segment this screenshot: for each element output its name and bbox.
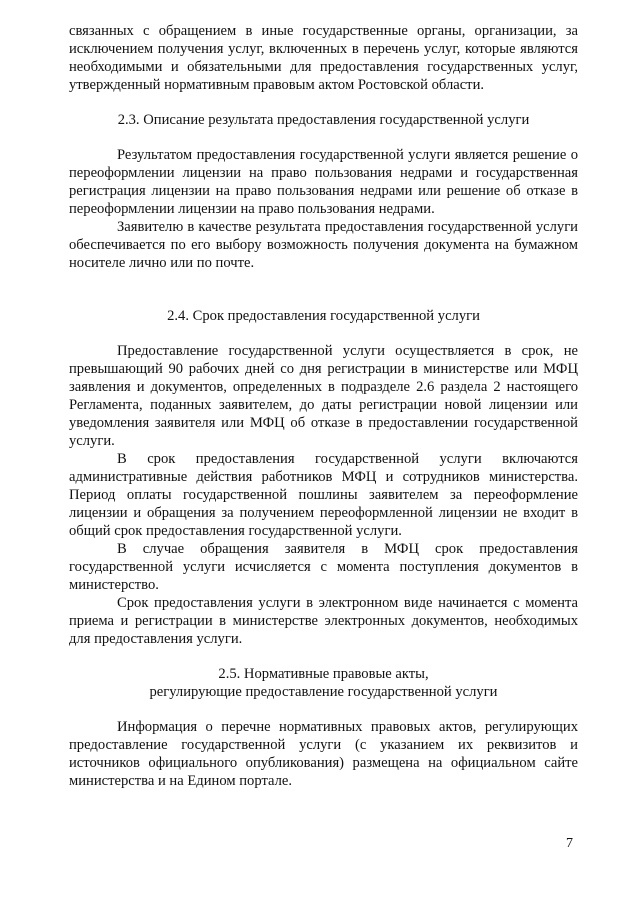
section-2-4-paragraph-2: В срок предоставления государственной услуги включаются административные действия работников МФЦ и сотрудников министерства. Период оплаты государственной пошлины заявителем за переоформление лицензии и обращения за получением переоформленной лицензии не входит в общий срок предоставления государственной услуги. [69,451,578,539]
document-page [69,22,578,790]
section-2-5-paragraph-1: Информация о перечне нормативных правовых актов, регулирующих предоставление государственной услуги (с указанием их реквизитов и источников официального опубликования) размещена на официальном сайте министерства и на Едином портале. [69,719,578,789]
intro-paragraph: связанных с обращением в иные государственные органы, организации, за исключением получения услуг, включенных в перечень услуг, которые являются необходимыми и обязательными для предоставления государственных услуг, утвержденный нормативным правовым актом Ростовской области. [69,23,578,93]
section-2-4-paragraph-4: Срок предоставления услуги в электронном виде начинается с момента приема и регистрации в министерстве электронных документов, необходимых для предоставления услуги. [69,595,578,647]
section-2-3-heading: 2.3. Описание результата предоставления государственной услуги [117,112,530,128]
section-2-4-heading: 2.4. Срок предоставления государственной услуги [167,308,480,324]
section-2-4-paragraph-3: В случае обращения заявителя в МФЦ срок предоставления государственной услуги исчисляется с момента поступления документов в министерство. [69,541,578,593]
section-2-3-paragraph-2: Заявителю в качестве результата предоставления государственной услуги обеспечивается по его выбору возможность получения документа на бумажном носителе лично или по почте. [69,219,578,271]
section-2-5-heading-line-1: 2.5. Нормативные правовые акты, [218,666,429,682]
page-number: 7 [566,836,573,851]
section-2-4-paragraph-1: Предоставление государственной услуги осуществляется в срок, не превышающий 90 рабочих дней со дня регистрации в министерстве или МФЦ заявления и документов, определенных в подразделе 2.6 раздела 2 настоящего Регламента, поданных заявителем, до даты регистрации новой лицензии или уведомления заявителя или МФЦ об отказе в предоставлении государственной услуги. [69,343,578,449]
section-2-5-heading-line-2: регулирующие предоставление государственной услуги [149,684,498,700]
section-2-3-paragraph-1: Результатом предоставления государственной услуги является решение о переоформлении лицензии на право пользования недрами и государственная регистрация лицензии на право пользования недрами или решение об отказе в переоформлении лицензии на право пользования недрами. [69,147,578,217]
